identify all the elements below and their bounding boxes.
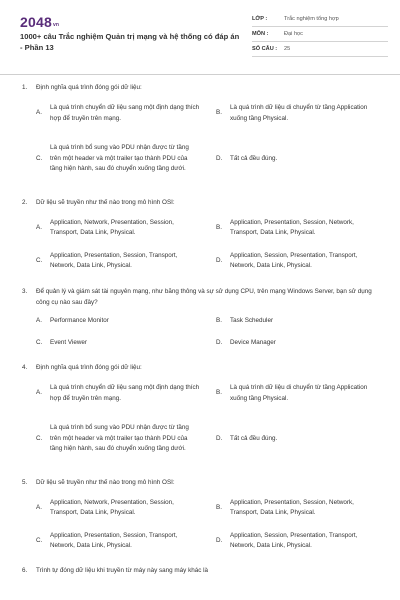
option-text: Là quá trình bổ sung vào PDU nhận được từ tầng trên một header và một trailer tạo thành PDU của tầng hiện hành, sau đó chuyển xuống tầng dưới. <box>50 424 189 453</box>
option-text: Task Scheduler <box>230 316 274 324</box>
option-letter: C. <box>36 338 43 346</box>
logo-text: 2048 <box>20 14 52 30</box>
option-letter: A. <box>36 109 42 117</box>
socau-value: 25 <box>284 46 291 52</box>
option-letter: C. <box>36 256 43 264</box>
answer-option-c[interactable] <box>36 414 208 464</box>
option-letter: B. <box>216 223 222 231</box>
question-stem <box>22 565 382 576</box>
option-letter: A. <box>36 223 42 231</box>
option-letter: C. <box>36 434 43 442</box>
option-letter: B. <box>216 389 222 397</box>
option-text: Application, Presentation, Session, Network, Transport, Data Link, Physical. <box>230 218 354 236</box>
question-stem <box>22 286 382 308</box>
option-letter: B. <box>216 109 222 117</box>
option-text: Là quá trình chuyển dữ liệu sang một định dạng thích hợp để truyền trên mạng. <box>50 384 200 402</box>
question-2 <box>22 197 382 273</box>
document-header <box>0 0 400 75</box>
option-letter: C. <box>36 154 43 162</box>
answer-option-a[interactable] <box>36 496 208 520</box>
answer-options <box>36 496 382 553</box>
question-5 <box>22 477 382 553</box>
answer-option-b[interactable] <box>216 216 388 240</box>
option-text: Device Manager <box>230 338 276 346</box>
answer-option-b[interactable] <box>216 100 388 127</box>
document-info <box>252 12 388 57</box>
question-number: 6. <box>22 567 28 574</box>
option-letter: C. <box>36 536 43 544</box>
option-text: Application, Network, Presentation, Session, Transport, Data Link, Physical. <box>50 498 174 516</box>
answer-options <box>36 100 382 184</box>
answer-option-a[interactable] <box>36 380 208 407</box>
option-letter: A. <box>36 316 42 324</box>
answer-option-c[interactable] <box>36 134 208 184</box>
answer-option-c[interactable] <box>36 336 208 350</box>
option-text: Event Viewer <box>50 338 87 346</box>
answer-option-a[interactable] <box>36 314 208 328</box>
option-letter: A. <box>36 389 42 397</box>
info-row-socau <box>252 42 388 57</box>
answer-option-d[interactable] <box>216 336 388 350</box>
site-logo[interactable] <box>20 14 59 30</box>
option-text: Application, Presentation, Session, Network, Transport, Data Link, Physical. <box>230 498 354 516</box>
info-row-mon <box>252 27 388 42</box>
question-stem <box>22 82 382 93</box>
question-3 <box>22 286 382 350</box>
question-text: Trình tự đóng dữ liệu khi truyền từ máy này sang máy khác là <box>36 567 209 574</box>
question-text: Định nghĩa quá trình đóng gói dữ liệu: <box>36 84 142 91</box>
question-stem <box>22 477 382 488</box>
answer-option-b[interactable] <box>216 314 388 328</box>
option-text: Là quá trình dữ liệu di chuyển từ tầng Application xuống tầng Physical. <box>230 384 368 402</box>
option-text: Là quá trình chuyển dữ liệu sang một định dạng thích hợp để truyền trên mạng. <box>50 104 200 122</box>
option-letter: B. <box>216 503 222 511</box>
answer-options <box>36 380 382 464</box>
question-list <box>0 82 400 576</box>
question-stem <box>22 197 382 208</box>
lop-value: Trắc nghiệm tổng hợp <box>284 16 339 22</box>
option-letter: D. <box>216 338 223 346</box>
option-text: Application, Session, Presentation, Transport, Network, Data Link, Physical. <box>230 531 358 549</box>
question-text: Dữ liệu sẽ truyền như thế nào trong mô hình OSI: <box>36 199 175 206</box>
answer-option-b[interactable] <box>216 496 388 520</box>
document-title: 1000+ câu Trắc nghiệm Quản trị mạng và hệ thống có đáp án - Phần 13 <box>20 32 240 52</box>
option-text: Application, Presentation, Session, Transport, Network, Data Link, Physical. <box>50 251 178 269</box>
option-letter: D. <box>216 154 223 162</box>
question-number: 4. <box>22 364 28 371</box>
answer-options <box>36 314 382 350</box>
info-row-lop <box>252 12 388 27</box>
answer-option-b[interactable] <box>216 380 388 407</box>
answer-option-a[interactable] <box>36 100 208 127</box>
question-number: 3. <box>22 288 28 295</box>
question-1 <box>22 82 382 184</box>
question-text: Để quản lý và giám sát tài nguyên mạng, như băng thông và sự sử dụng CPU, trên mạng Windows Server, bạn sử dụng công cụ nào sau đây? <box>36 288 372 306</box>
option-text: Là quá trình bổ sung vào PDU nhận được từ tầng trên một header và một trailer tạo thành PDU của tầng hiện hành, sau đó chuyển xuống tầng dưới. <box>50 144 189 173</box>
socau-label: SỐ CÂU : <box>252 46 278 52</box>
answer-option-c[interactable] <box>36 249 208 273</box>
question-text: Dữ liệu sẽ truyền như thế nào trong mô hình OSI: <box>36 479 175 486</box>
answer-option-d[interactable] <box>216 134 388 184</box>
question-number: 5. <box>22 479 28 486</box>
mon-value: Đại học <box>284 31 303 37</box>
option-letter: D. <box>216 536 223 544</box>
option-letter: B. <box>216 316 222 324</box>
option-letter: D. <box>216 256 223 264</box>
question-text: Định nghĩa quá trình đóng gói dữ liệu: <box>36 364 142 371</box>
option-letter: D. <box>216 434 223 442</box>
lop-label: LỚP : <box>252 16 268 22</box>
answer-option-d[interactable] <box>216 249 388 273</box>
option-text: Tất cả đều đúng. <box>230 154 278 162</box>
answer-option-d[interactable] <box>216 529 388 553</box>
logo-suffix: vn <box>52 22 60 28</box>
question-stem <box>22 362 382 373</box>
question-number: 2. <box>22 199 28 206</box>
answer-options <box>36 216 382 273</box>
option-text: Là quá trình dữ liệu di chuyển từ tầng Application xuống tầng Physical. <box>230 104 368 122</box>
option-text: Performance Monitor <box>50 316 109 324</box>
question-number: 1. <box>22 84 28 91</box>
answer-option-c[interactable] <box>36 529 208 553</box>
mon-label: MÔN : <box>252 31 269 37</box>
option-letter: A. <box>36 503 42 511</box>
option-text: Application, Session, Presentation, Transport, Network, Data Link, Physical. <box>230 251 358 269</box>
option-text: Tất cả đều đúng. <box>230 434 278 442</box>
option-text: Application, Network, Presentation, Session, Transport, Data Link, Physical. <box>50 218 174 236</box>
question-4 <box>22 362 382 464</box>
question-6 <box>22 565 382 576</box>
option-text: Application, Presentation, Session, Transport, Network, Data Link, Physical. <box>50 531 178 549</box>
answer-option-a[interactable] <box>36 216 208 240</box>
answer-option-d[interactable] <box>216 414 388 464</box>
